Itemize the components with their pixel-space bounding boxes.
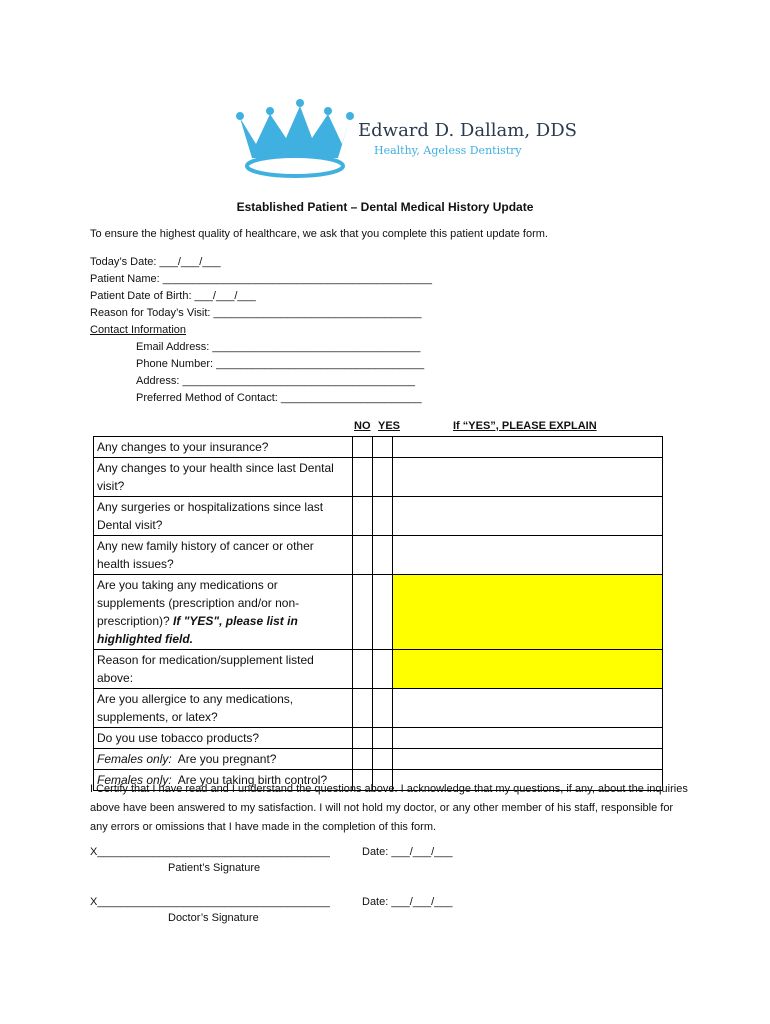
yes-checkbox[interactable] <box>373 458 393 497</box>
explain-field[interactable] <box>393 458 663 497</box>
table-row <box>94 575 663 650</box>
question-medication-reason: Reason for medication/supplement listed above: <box>94 650 353 689</box>
pregnant-question-text: Are you pregnant? <box>177 752 277 766</box>
table-row <box>94 536 663 575</box>
yes-checkbox[interactable] <box>373 728 393 749</box>
preferred-contact-field[interactable]: Preferred Method of Contact: _______________________ <box>136 392 422 404</box>
explain-field[interactable] <box>393 536 663 575</box>
visit-reason-field[interactable]: Reason for Today’s Visit: __________________________________ <box>90 307 422 319</box>
yes-checkbox[interactable] <box>373 749 393 770</box>
table-row <box>94 689 663 728</box>
table-row <box>94 728 663 749</box>
column-yes-header: YES <box>378 420 401 432</box>
form-intro: To ensure the highest quality of healthcare, we ask that you complete this patient update form. <box>90 228 548 240</box>
question-allergies: Are you allergice to any medications, supplements, or latex? <box>94 689 353 728</box>
practice-name: Edward D. Dallam, DDS <box>358 120 577 141</box>
no-checkbox[interactable] <box>353 575 373 650</box>
no-checkbox[interactable] <box>353 650 373 689</box>
patient-signature-label: Patient’s Signature <box>168 862 261 874</box>
explain-field[interactable] <box>393 749 663 770</box>
yes-checkbox[interactable] <box>373 650 393 689</box>
column-explain-header: If “YES”, PLEASE EXPLAIN <box>453 420 597 432</box>
yes-checkbox[interactable] <box>373 536 393 575</box>
practice-tagline: Healthy, Ageless Dentistry <box>374 144 522 157</box>
address-field[interactable]: Address: ______________________________________ <box>136 375 415 387</box>
doctor-date-field[interactable]: Date: ___/___/___ <box>362 896 453 908</box>
medication-reason-highlighted-field[interactable] <box>393 650 663 689</box>
birth-control-question-text: Are you taking birth control? <box>177 773 328 787</box>
yes-checkbox[interactable] <box>373 689 393 728</box>
table-row <box>94 749 663 770</box>
yes-checkbox[interactable] <box>373 497 393 536</box>
question-tobacco: Do you use tobacco products? <box>94 728 353 749</box>
explain-field[interactable] <box>393 437 663 458</box>
table-row <box>94 458 663 497</box>
contact-info-heading: Contact Information <box>90 324 186 336</box>
email-field[interactable]: Email Address: __________________________________ <box>136 341 421 353</box>
no-checkbox[interactable] <box>353 497 373 536</box>
no-checkbox[interactable] <box>353 437 373 458</box>
crown-icon <box>234 96 354 186</box>
table-row <box>94 650 663 689</box>
medications-highlighted-field[interactable] <box>393 575 663 650</box>
medications-instruction: If "YES", please list in highlighted field. <box>97 614 298 646</box>
no-checkbox[interactable] <box>353 458 373 497</box>
females-only-label: Females only: <box>97 773 172 787</box>
no-checkbox[interactable] <box>353 728 373 749</box>
patient-signature-line[interactable]: X______________________________________ <box>90 846 330 858</box>
patient-name-field[interactable]: Patient Name: ____________________________________________ <box>90 273 432 285</box>
females-only-label: Females only: <box>97 752 172 766</box>
column-no-header: NO <box>354 420 371 432</box>
no-checkbox[interactable] <box>353 749 373 770</box>
history-question-table <box>93 436 663 791</box>
explain-field[interactable] <box>393 728 663 749</box>
explain-field[interactable] <box>393 689 663 728</box>
question-health-changes: Any changes to your health since last Dental visit? <box>94 458 353 497</box>
question-insurance: Any changes to your insurance? <box>94 437 353 458</box>
patient-date-field[interactable]: Date: ___/___/___ <box>362 846 453 858</box>
yes-checkbox[interactable] <box>373 575 393 650</box>
no-checkbox[interactable] <box>353 689 373 728</box>
dob-field[interactable]: Patient Date of Birth: ___/___/___ <box>90 290 256 302</box>
doctor-signature-line[interactable]: X______________________________________ <box>90 896 330 908</box>
certification-statement: I Certify that I have read and I understand the questions above. I acknowledge that my questions, if any, about the inquiries above have been answered to my satisfaction. I will not hold my doctor, or any other member of his staff, responsible for any errors or omissions that I have made in the completion of this form. <box>90 783 688 833</box>
question-surgeries: Any surgeries or hospitalizations since last Dental visit? <box>94 497 353 536</box>
form-title: Established Patient – Dental Medical History Update <box>236 200 534 214</box>
medications-question-text: Are you taking any medications or supplements (prescription and/or non-prescription)? <box>97 578 300 628</box>
explain-field[interactable] <box>393 497 663 536</box>
todays-date-field[interactable]: Today’s Date: ___/___/___ <box>90 256 221 268</box>
phone-field[interactable]: Phone Number: __________________________________ <box>136 358 425 370</box>
table-row <box>94 437 663 458</box>
yes-checkbox[interactable] <box>373 437 393 458</box>
no-checkbox[interactable] <box>353 536 373 575</box>
doctor-signature-label: Doctor’s Signature <box>168 912 259 924</box>
question-pregnant <box>94 749 353 770</box>
question-family-history: Any new family history of cancer or other health issues? <box>94 536 353 575</box>
practice-logo <box>234 96 577 186</box>
table-row <box>94 497 663 536</box>
question-medications <box>94 575 353 650</box>
